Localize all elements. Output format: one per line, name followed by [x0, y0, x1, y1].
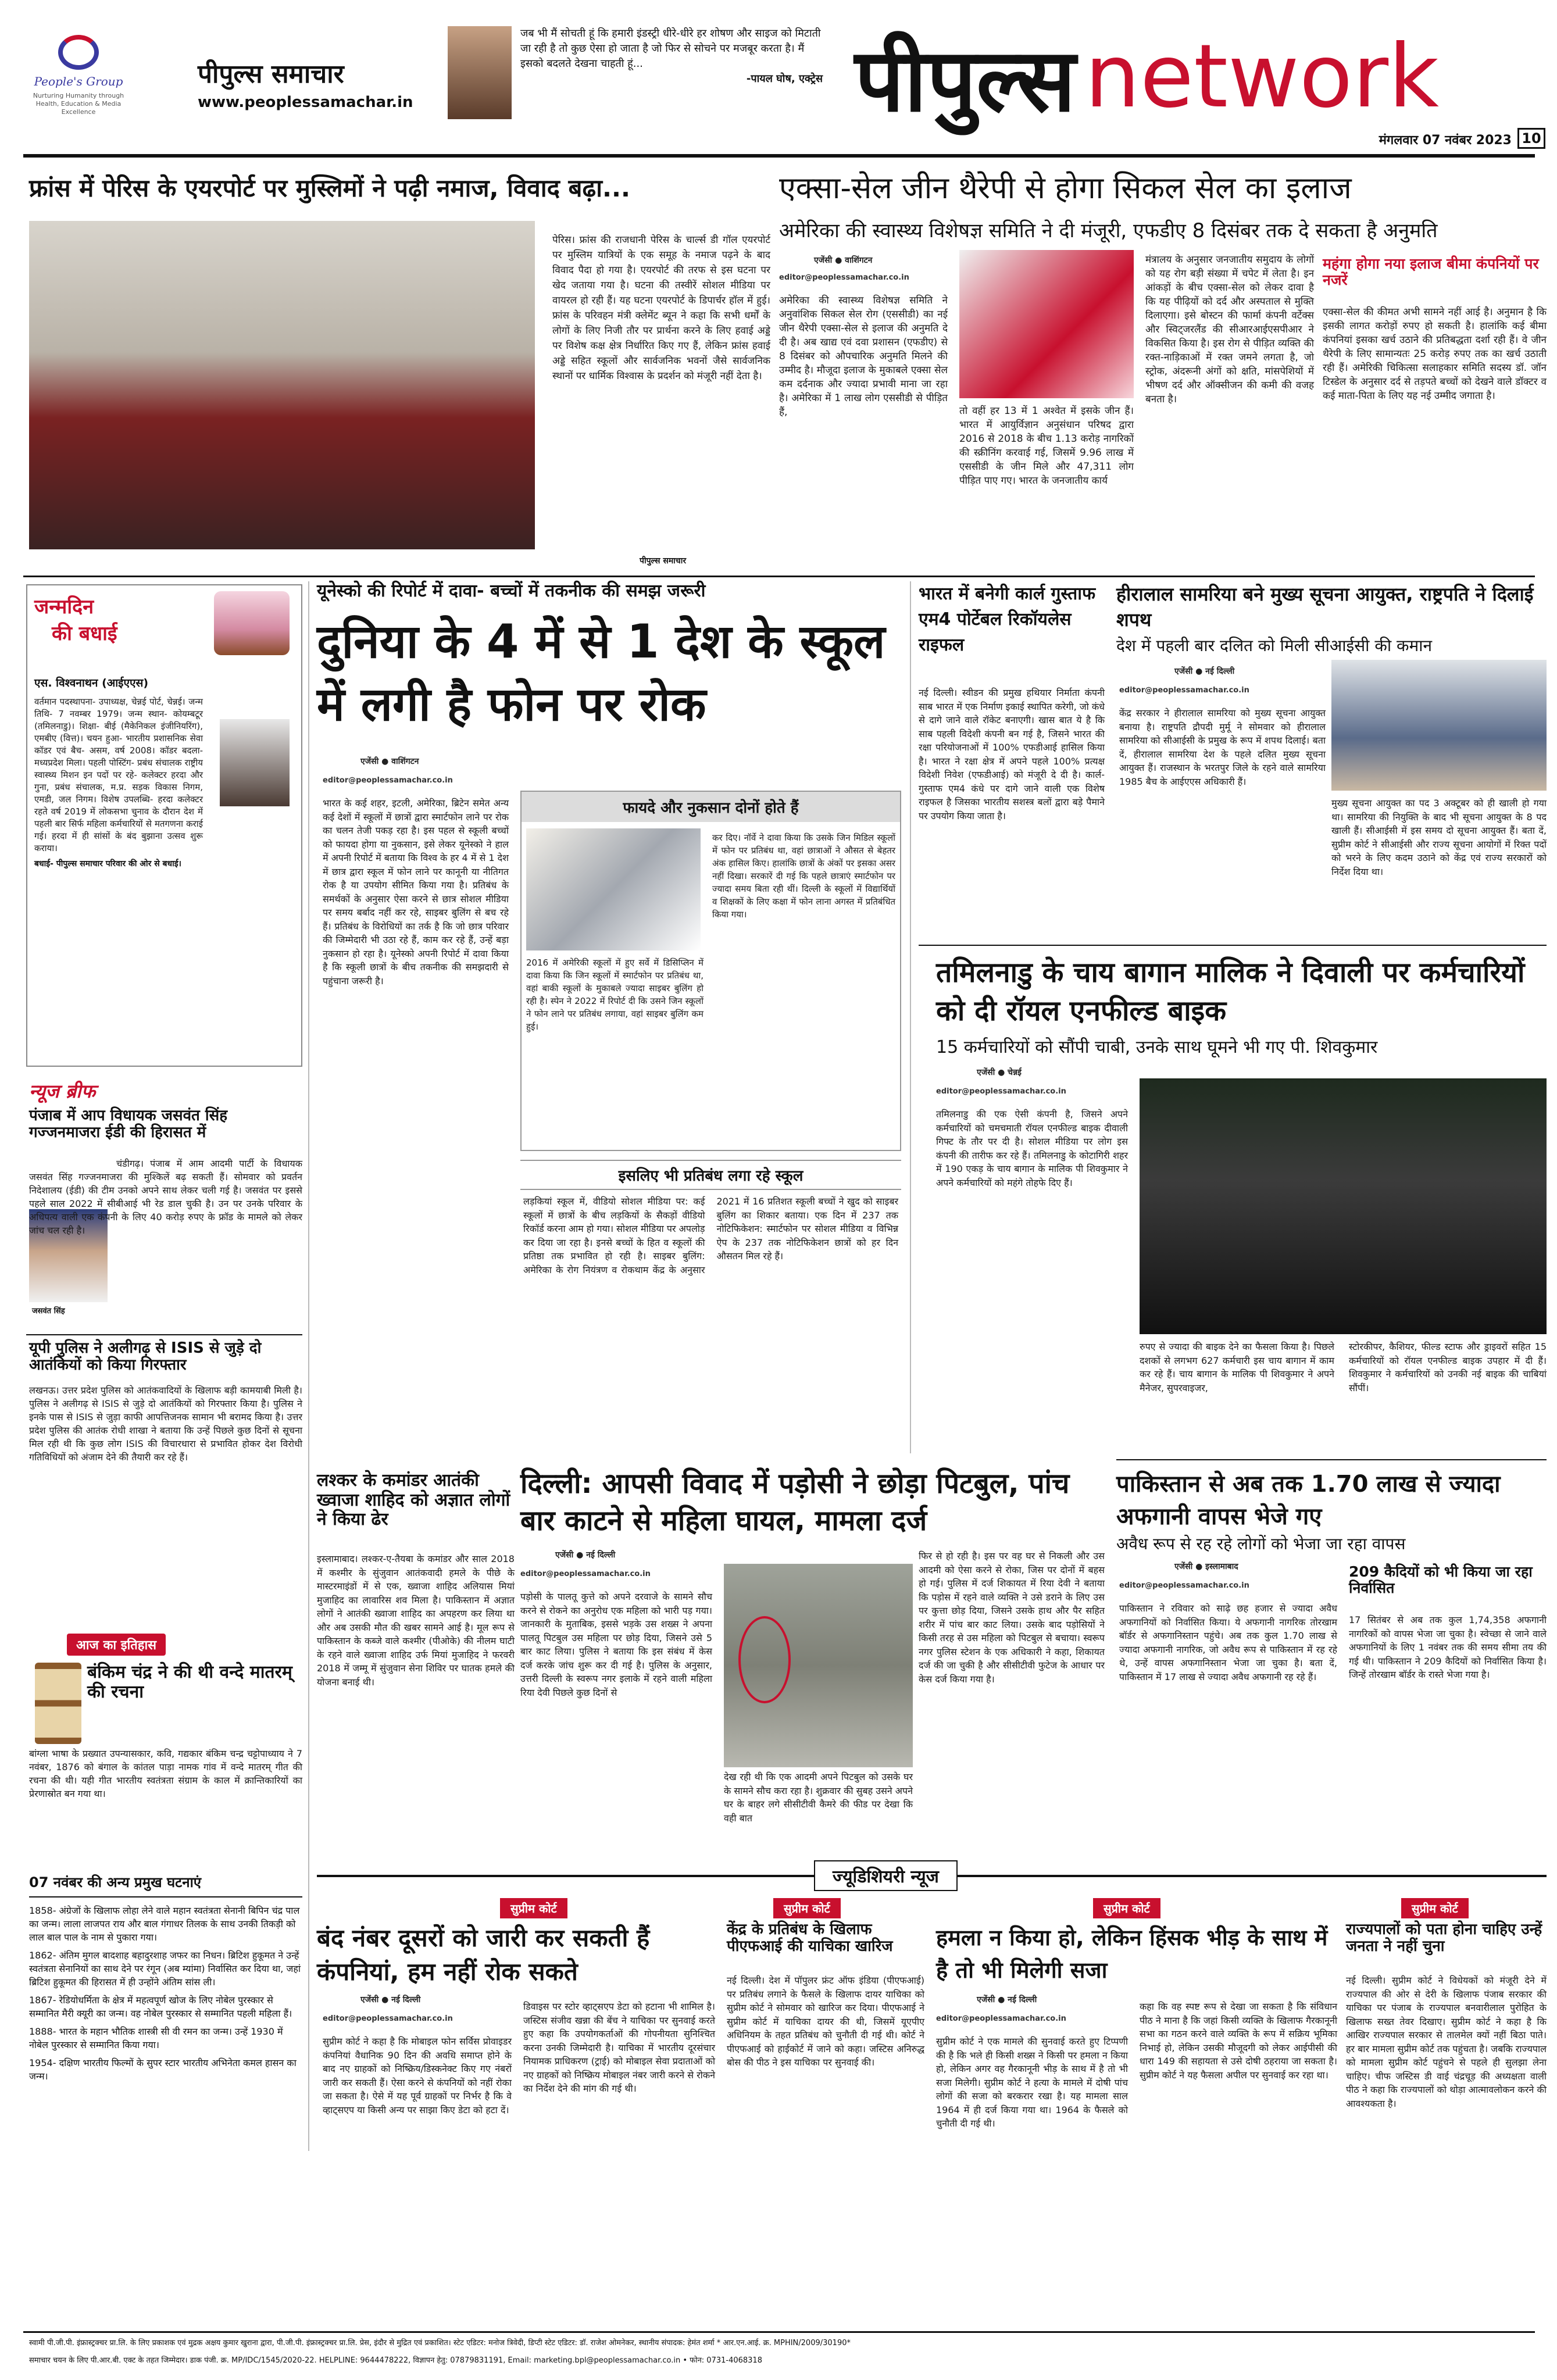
j1-headline: बंद नंबर दूसरों को जारी कर सकती हैं कंपनियां, हम नहीं रोक सकते: [317, 1924, 650, 1986]
j2-body: नई दिल्ली। देश में पॉपुलर फ्रंट ऑफ इंडिया (पीएफआई) पर प्रतिबंध लगाने के फैसले के खिलाफ दायर याचिका को सुप्रीम कोर्ट ने सोमवार को खारिज कर दिया। पीएफआई ने सुप्रीम कोर्ट में याचिका दायर की थी, जिसमें यूएपीए अधिनियम के तहत प्रतिबंध को चुनौती दी गई थी। कोर्ट ने पीएफआई को हाईकोर्ट में जाने को कहा। जस्टिस अनिरुद्ध बोस की पीठ ने इस याचिका पर सुनवाई की।: [727, 1975, 924, 2068]
dog-caption: देख रही थी कि एक आदमी अपने पिटबुल को उसके घर के सामने सौच करा रहा है। शुक्रवार की सुबह उसने अपने घर के बाहर लगे सीसीटीवी कैमरे की फीड पर देखा कि वही बात: [724, 1771, 913, 1824]
history-tag: आज का इतिहास: [67, 1634, 166, 1656]
afghan-subhead: अवैध रूप से रह रहे लोगों को भेजा जा रहा वापस: [1116, 1534, 1406, 1553]
france-credit: पीपुल्स समाचार: [640, 556, 687, 566]
afghan-headline: पाकिस्तान से अब तक 1.70 लाख से ज्यादा अफगानी वापस भेजे गए: [1116, 1471, 1501, 1530]
quote-photo: [448, 26, 512, 119]
network-title: [855, 17, 1547, 134]
cake-icon: [214, 591, 290, 655]
hourglass-icon: [35, 1663, 81, 1744]
events-list: [29, 1904, 302, 2083]
hiralal-col1: केंद्र सरकार ने हीरालाल सामरिया को मुख्य सूचना आयुक्त बनाया है। राष्ट्रपति द्रौपदी मुर्मू ने सोमवार को हीरालाल सामरिया को सीआईसी के प्रमुख के रूप में शपथ दिलाई। बता दें, हीरालाल सामरिया देश के पहले दलित मुख्य सूचना आयुक्त हैं। राजस्थान के भरतपुर जिले के रहने वाले सामरिया 1985 बैच के आईएएस अधिकारी हैं।: [1119, 707, 1326, 787]
j3-body: सुप्रीम कोर्ट ने एक मामले की सुनवाई करते हुए टिप्पणी की है कि भले ही किसी शख्स ने किसी पर हमला न किया हो, लेकिन अगर वह गैरकानूनी भीड़ के साथ में है तो भी सजा मिलेगी। सुप्रीम कोर्ट ने हत्या के मामले में दोषी पांच लोगों की सजा को बरकरार रखा है। यह मामला साल 1964 में ही दर्ज किया गया था। 1964 के फैसले को चुनौती दी गई थी।: [936, 2036, 1128, 2129]
paper-logo: [198, 55, 442, 111]
france-body: पेरिस। फ्रांस की राजधानी पेरिस के चार्ल्स डी गॉल एयरपोर्ट पर मुस्लिम यात्रियों के एक समूह के नमाज पढ़ने के बाद विवाद पैदा हो गया है। एयरपोर्ट की तरफ से इस घटना पर खेद जताया गया है। घटना की तस्वीरें सोशल मीडिया पर वायरल हो रही हैं। यह घटना एयरपोर्ट के डिपार्चर हॉल में हुई। फ्रांस के परिवहन मंत्री क्लेमेंट ब्यून ने कहा कि सभी धर्मों के लोगों के लिए निजी तौर पर प्रार्थना करने के लिए हवाई अड्डे पर विशेष कक्ष क्षेत्र निर्धारित किए गए हैं, लेकिन फ्रांस हवाई अड्डे सहित स्कूलों और सार्वजनिक भवनों जैसे सार्वजनिक स्थानों पर धार्मिक विश्वास के प्रदर्शन को मंजूरी नहीं देता है।: [552, 234, 770, 382]
dog-col3: फिर से हो रही है। इस पर वह घर से निकली और उस आदमी को ऐसा करने से रोका, जिस पर दोनों में बहस हो गई। पुलिस में दर्ज शिकायत में रिया देवी ने बताया कि पड़ोस में रहने वाले व्यक्ति ने उसे डराने के लिए उस पर कुत्ता छोड़ दिया, जिसने उसके हाथ और पैर सहित शरीर में पांच बार काट लिया। उसके बाद पड़ोसियों ने किसी तरह से उस महिला को पिटबुल से बचाया। स्वरूप नगर पुलिस स्टेशन के एक अधिकारी ने कहा, शिकायत दर्ज की जा चुकी है और सीसीटीवी फुटेज के आधार पर केस दर्ज किया गया है।: [919, 1550, 1105, 1685]
unesco-bullets: 2016 में अमेरिकी स्कूलों में हुए सर्वे में डिसिप्लिन में दावा किया कि जिन स्कूलों में स्मार्टफोन पर प्रतिबंध था, वहां बाकी स्कूलों के मुकाबले ज्यादा साइबर बुलिंग हो रही है। स्पेन ने 2022 में रिपोर्ट दी कि उसने जिन स्कूलों ने फोन लाने पर प्रतिबंध लगाया, वहां साइबर बुलिंग कम हुई।: [526, 957, 703, 1032]
bike-col3: स्टोरकीपर, कैशियर, फील्ड स्टाफ और ड्राइवरों सहित 15 कर्मचारियों को रॉयल एनफील्ड बाइक उपहार में दी हैं। शिवकुमार ने कर्मचारियों को उनकी नई बाइक की चाबियां सौंपीं।: [1349, 1341, 1547, 1393]
quote-text: [520, 26, 823, 87]
afghan-byline: एजेंसी ● इस्लामाबाद: [1174, 1562, 1238, 1571]
j4-headline: राज्यपालों को पता होना चाहिए उन्हें जनता ने नहीं चुना: [1346, 1921, 1542, 1956]
j1-email[interactable]: editor@peoplessamachar.co.in: [323, 2014, 453, 2023]
j2-tag: सुप्रीम कोर्ट: [773, 1898, 841, 1918]
quote-body: जब भी मैं सोचती हूं कि हमारी इंडस्ट्री धीरे-धीरे हर शोषण और साइज को मिटाती जा रही है तो कुछ ऐसा हो जाता है जो फिर से सोचने पर मजबूर करता है। मैं इसको बदलते देखना चाहती हूं...: [520, 27, 821, 70]
j1-body2: डिवाइस पर स्टोर व्हाट्सएप डेटा को हटाना भी शामिल है। जस्टिस संजीव खन्ना की बेंच ने याचिका पर सुनवाई करते हुए कहा कि उपयोगकर्ताओं की गोपनीयता सुनिश्चित करना उनकी जिम्मेदारी है। याचिका में भारतीय दूरसंचार नियामक प्राधिकरण (ट्राई) को मोबाइल सेवा प्रदाताओं को नए ग्राहकों को निष्क्रिय मोबाइल नंबर जारी करने से रोकने का निर्देश देने की मांग की गई थी।: [523, 2001, 715, 2094]
quote-author: -पायल घोष, एक्ट्रेस: [746, 73, 823, 85]
gene-email[interactable]: editor@peoplessamachar.co.in: [779, 273, 909, 282]
j3-byline: एजेंसी ● नई दिल्ली: [977, 1995, 1037, 2004]
j1-tag: सुप्रीम कोर्ट: [500, 1898, 567, 1918]
gene-side-body: एक्सा-सेल की कीमत अभी सामने नहीं आई है। अनुमान है कि इसकी लागत करोड़ों रुपए हो सकती है। हालांकि कई बीमा कंपनियां इसका खर्च उठाने की प्रतिबद्धता दर्शा रही हैं। वे जीन थैरेपी के लिए सामान्यतः 25 करोड़ रुपए तक का खर्च उठाती रही हैं। अमेरिकी चिकित्सा सलाहकार समिति सदस्य डॉ. जॉन टिस्डेल के अनुसार दर्द से तड़पते बच्चों को देखने वाले डॉक्टर व कई माता-पिता के लिए यह नई उम्मीद जगाता है।: [1323, 306, 1547, 402]
j3-body2: कहा कि वह स्पष्ट रूप से देखा जा सकता है कि संविधान पीठ ने माना है कि जहां किसी व्यक्ति के खिलाफ गैरकानूनी सभा का गठन करने वाले व्यक्ति के रूप में सक्रिय भूमिका निभाई हो, लेकिन उसकी मौजूदगी को लेकर आईपीसी की धारा 149 की सहायता से उसे दोषी ठहराया जा सकता है। सुप्रीम कोर्ट ने यह फैसला अपील पर सुनवाई कर रहा था।: [1140, 2001, 1337, 2081]
birthday-title-2: की बधाई: [52, 622, 117, 645]
j3-email[interactable]: editor@peoplessamachar.co.in: [936, 2014, 1066, 2023]
dog-email[interactable]: editor@peoplessamachar.co.in: [520, 1570, 651, 1578]
row1-rule: [23, 576, 1535, 577]
event-item: 1858- अंग्रेजों के खिलाफ लोहा लेने वाले महान स्वतंत्रता सेनानी बिपिन चंद्र पाल का जन्म। लाला लाजपत राय और बाल गंगाधर तिलक के साथ उनकी तिकड़ी को लाल बाल पाल के नाम से पुकारा गया।: [29, 1905, 300, 1943]
unesco-photo: [526, 828, 701, 950]
group-logo: [23, 35, 134, 140]
bike-col2: रुपए से ज्यादा की बाइक देने का फैसला किया है। पिछले दशकों से लगभग 627 कर्मचारी इस चाय बागान में काम कर रहे हैं। चाय बागान के मालिक पी शिवकुमार ने अपने मैनेजर, सुपरवाइजर,: [1140, 1341, 1334, 1393]
unesco-body: भारत के कई शहर, इटली, अमेरिका, ब्रिटेन समेत अन्य कई देशों में स्कूलों में छात्रों द्वारा स्मार्टफोन लाने पर रोक का चलन तेजी पकड़ रहा है। इस पहल से स्कूली बच्चों को फायदा होगा या नुकसान, इसे लेकर यूनेस्को ने हाल में अपनी रिपोर्ट में बताया कि विश्व के हर 4 में से 1 देश में छात्र द्वारा स्कूल में फोन लाने पर कानूनी या नीतिगत रोक है या उपयोग सीमित किया गया है। प्रतिबंध के समर्थकों के अनुसार ऐसा करने से छात्र सोशल मीडिया पर समय बर्बाद नहीं कर रहे, साइबर बुलिंग से बच रहे हैं। प्रतिबंध के विरोधियों का तर्क है कि जो छात्र परिवार की जिम्मेदारी भी उठा रहे हैं, काम कर रहे हैं, उन्हें बड़ा नुकसान हो रहा है। यूनेस्को अपनी रिपोर्ट में दावा किया है कि स्कूली छात्रों के बीच तकनीक की समझदारी से पहुंचाना जरूरी है।: [323, 798, 509, 987]
paper-name: पीपुल्स समाचार: [198, 59, 344, 89]
unesco-email[interactable]: editor@peoplessamachar.co.in: [323, 776, 453, 785]
gene-col2: तो वहीं हर 13 में 1 अश्वेत में इसके जीन हैं। भारत में आयुर्विज्ञान अनुसंधान परिषद द्वारा 2016 से 2018 के बीच 1.13 करोड़ नागरिकों की स्क्रीनिंग करवाई गई, जिसमें 9.96 लाख में एससीडी के जीन मिले और 47,311 लोग पीड़ित पाए गए। भारत के जनजातीय कार्य: [959, 405, 1134, 487]
birthday-name: एस. विश्वनाथन (आईएएस): [34, 677, 149, 689]
group-logo-icon: [58, 35, 99, 70]
dog-byline: एजेंसी ● नई दिल्ली: [555, 1550, 616, 1560]
afghan-rule: [1116, 1459, 1547, 1460]
hiralal-email[interactable]: editor@peoplessamachar.co.in: [1119, 686, 1249, 695]
j1-byline: एजेंसी ● नई दिल्ली: [360, 1995, 421, 2004]
event-item: 1867- रेडियोधर्मिता के क्षेत्र में महत्वपूर्ण खोज के लिए नोबेल पुरस्कार से सम्मानित मैरी क्यूरी का जन्म। वह नोबेल पुरस्कार से सम्मानित पहली महिला हैं।: [29, 1995, 292, 2019]
birthday-body: वर्तमान पदस्थापना- उपाध्यक्ष, चेन्नई पोर्ट, चेन्नई। जन्म तिथि- 7 नवम्बर 1979। जन्म स्थान- कोयम्बटूर (तमिलनाडु)। शिक्षा- बीई (मैकेनिकल इंजीनियरिंग), एमबीए (वित्त)। चयन हुआ- भारतीय प्रशासनिक सेवा कॉडर एवं बैच- असम, वर्ष 2008। कॉडर बदला- मध्यप्रदेश मिला। पहली पोस्टिंग- प्रबंध संचालक राष्ट्रीय स्वास्थ्य मिशन इन पदों पर रहे- कलेक्टर हरदा और गुना, प्रबंध संचालक, म.प्र. सड़क विकास निगम, एमडी, जल निगम। विशेष उपलब्धि- हरदा कलेक्टर रहते वर्ष 2019 में लोकसभा चुनाव के दौरान देश में पहली बार सिर्फ महिला कर्मचारियों से मतगणना कराई गई। हरदा में ही सांसों के बंद बुझाना उत्सव शुरू कराया।: [34, 696, 203, 853]
bike-headline: तमिलनाडु के चाय बागान मालिक ने दिवाली पर कर्मचारियों को दी रॉयल एनफील्ड बाइक: [936, 956, 1525, 1027]
history-body: बांग्ला भाषा के प्रख्यात उपन्यासकार, कवि, गद्यकार बंकिम चन्द्र चट्टोपाध्याय ने 7 नवंबर, 1876 को बंगाल के कांतल पाड़ा नामक गांव में वन्दे मातरम् गीत की रचना की थी। यही गीत भारतीय स्वतंत्रता संग्राम के काल में क्रान्तिकारियों का प्रेरणास्रोत बन गया था।: [29, 1748, 302, 1799]
j3-headline: हमला न किया हो, लेकिन हिंसक भीड़ के साथ में है तो भी मिलेगी सजा: [936, 1925, 1328, 1983]
masthead-rule: [23, 154, 1535, 158]
unesco-box-head: फायदे और नुकसान दोनों होते हैं: [522, 792, 900, 822]
j2-headline: केंद्र के प्रतिबंध के खिलाफ पीएफआई की याचिका खारिज: [727, 1921, 893, 1956]
hiralal-subhead: देश में पहली बार दलित को मिली सीआईसी की कमान: [1116, 636, 1433, 655]
khwaja-body: इस्लामाबाद। लश्कर-ए-तैयबा के कमांडर और साल 2018 में कश्मीर के सुंजुवान आतंकवादी हमले के पीछे के मास्टरमाइंडों में से एक, ख्वाजा शाहिद अलियास मियां मुजाहिद का लावारिस शव मिला है। पाकिस्तान में अज्ञात लोगों ने आतंकी ख्वाजा शाहिद का अपहरण कर लिया था और अब उसकी मौत की खबर सामने आई है। मूल रूप से पाकिस्तान के कब्जे वाले कश्मीर (पीओके) की नीलम घाटी के रहने वाले ख्वाजा शाहिद उर्फ मियां मुजाहिद ने फरवरी 2018 में जम्मू में सुंजुवान सेना शिविर पर घातक हमले की योजना बनाई थी।: [317, 1553, 515, 1688]
why-head: इसलिए भी प्रतिबंध लगा रहे स्कूल: [520, 1160, 901, 1190]
unesco-box-col1: कर दिए। नॉर्वे ने दावा किया कि उसके जिन मिडिल स्कूलों में फोन पर प्रतिबंध था, वहां छात्राओं ने औसत से बेहतर अंक हासिल किए। हालांकि छात्रों के अंकों पर इसका असर नहीं दिखा। सरकारें दी गई कि पहले छात्राएं स्मार्टफोन पर ज्यादा समय बिता रही थीं। दिल्ली के स्कूलों में विद्यार्थियों व शिक्षकों के लिए कक्षा में फोन लाना अगस्त में प्रतिबंधित किया गया।: [712, 832, 895, 920]
footer-line-1: स्वामी पी.जी.पी. इंफ्रास्ट्रक्चर प्रा.लि. के लिए प्रकाशक एवं मुद्रक अक्षय कुमार खुराना द्वारा, पी.जी.पी. इंफ्रास्ट्रक्चर प्रा.लि. प्रेस, इंदौर से मुद्रित एवं प्रकाशित। स्टेट एडिटर: मनोज त्रिवेदी, डिप्टी स्टेट एडिटर: डॉ. राजेश ओमनेकर, स्थानीय संपादक: हेमंत शर्मा * आर.एन.आई. क्र. MPHIN/2009/30190*: [29, 2339, 851, 2347]
bike-rule: [919, 945, 1547, 946]
unesco-byline: एजेंसी ● वाशिंगटन: [360, 757, 419, 766]
khwaja-headline: लश्कर के कमांडर आतंकी ख्वाजा शाहिद को अज्ञात लोगों ने किया ढेर: [317, 1470, 510, 1530]
gene-col1: अमेरिका की स्वास्थ्य विशेषज्ञ समिति ने अनुवांशिक सिकल सेल रोग (एससीडी) का नई जीन थैरेपी एक्सा-सेल से इलाज की अनुमति दे दी है। अब खाद्य एवं दवा प्रशासन (एफडीए) से 8 दिसंबर को औपचारिक अनुमति मिलने की उम्मीद है। मौजूदा इलाज के मुकाबले एक्सा सेल कम दर्दनाक और ज्यादा प्रभावी माना जा रहा है। अमेरिका में 1 लाख लोग एससीडी से पीड़ित हैं,: [779, 295, 948, 418]
mid-right-divider: [910, 581, 911, 1453]
why-body: लड़कियां स्कूल में, वीडियो सोशल मीडिया पर: कई स्कूलों में छात्रों के बीच लड़कियों के सैकड़ों वीडियो रिकॉर्ड करना आम हो गया। सोशल मीडिया पर अपलोड़ कर दिया जा रहा है। इनसे बच्चों के हित व स्कूलों की प्रतिष्ठा तक प्रभावित हो रही है। साइबर बुलिंग: अमेरिका के रोग नियंत्रण व रोकथाम केंद्र के अनुसार 2021 में 16 प्रतिशत स्कूली बच्चों ने खुद को साइबर बुलिंग का शिकार बताया। एक दिन में 237 तक नोटिफिकेशन: स्मार्टफोन पर सोशल मीडिया व विभिन्न ऐप के 237 तक नोटिफिकेशन छात्रों को हर दिन औसतन मिल रहे हैं।: [523, 1196, 898, 1275]
group-name: People's Group: [34, 74, 123, 88]
afghan-side-body: 17 सितंबर से अब तक कुल 1,74,358 अफगानी नागरिकों को वापस भेजा जा चुका है। स्वेच्छा से जाने वाले अफगानियों के लिए 1 नवंबर तक की समय सीमा तय की गई थी। पाकिस्तान ने 209 कैदियों को निर्वासित किया है। जिन्हें तोरखाम बॉर्डर के रास्ते भेजा गया है।: [1349, 1614, 1547, 1680]
gene-side-head: महंगा होगा नया इलाज बीमा कंपनियों पर नजरें: [1323, 255, 1539, 288]
gene-headline: एक्सा-सेल जीन थैरेपी से होगा सिकल सेल का इलाज: [779, 171, 1352, 206]
j4-body: नई दिल्ली। सुप्रीम कोर्ट ने विधेयकों को मंजूरी देने में राज्यपाल की ओर से देरी के खिलाफ पंजाब सरकार की याचिका पर पंजाब के राज्यपाल बनवारीलाल पुरोहित के खिलाफ सख्त तेवर दिखाए। सुप्रीम कोर्ट ने कहा है कि आखिर राज्यपाल सरकार से तालमेल क्यों नहीं बिठा पाते। हर बार मामला सुप्रीम कोर्ट तक पहुंचता है। जबकि राज्यपाल को मामला सुप्रीम कोर्ट पहुंचने से पहले ही सुलझा लेना चाहिए। चीफ जस्टिस डी वाई चंद्रचूड़ की अध्यक्षता वाली पीठ ने कहा कि राज्यपालों को थोड़ा आत्मावलोकन करने की आवश्यकता है।: [1346, 1975, 1547, 2109]
j1-body: सुप्रीम कोर्ट ने कहा है कि मोबाइल फोन सर्विस प्रोवाइडर कंपनियां वैधानिक 90 दिन की अवधि समाप्त होने के बाद नए ग्राहकों को निष्क्रिय/डिस्कनेक्ट किए गए नंबरों जारी कर सकती हैं। ऐसा करने से कंपनियों को नहीं रोका जा सकता है। ऐसे में यह पूर्व ग्राहकों पर निर्भर है कि वे व्हाट्सएप या किसी अन्य पर साझा किए डेटा को हटा दें।: [323, 2036, 512, 2115]
gene-photo: [959, 250, 1134, 398]
dog-headline: दिल्ली: आपसी विवाद में पड़ोसी ने छोड़ा पिटबुल, पांच बार काटने से महिला घायल, मामला दर्ज: [520, 1467, 1070, 1537]
network-title-english: network: [1084, 26, 1439, 127]
hiralal-photo: [1331, 660, 1547, 791]
left-col-divider: [308, 581, 309, 2151]
bike-email[interactable]: editor@peoplessamachar.co.in: [936, 1087, 1066, 1096]
afghan-body: पाकिस्तान ने रविवार को साढ़े छह हजार से ज्यादा अवैध अफगानियों को निर्वासित किया। ये अफगानी नागरिक तोरखाम बॉर्डर से अफगानिस्तान पहुंचे। अब तक कुल 1.70 लाख से ज्यादा अफगानी नागरिक, जो अवैध रूप से पाकिस्तान में रह रहे थे, उन्हें वापस अफगानिस्तान भेजा जा चुका है। बता दें, पाकिस्तान में 17 लाख से ज्यादा अवैध अफगानी रह रहे हैं।: [1119, 1603, 1337, 1682]
afghan-side-head: 209 कैदियों को भी किया जा रहा निर्वासित: [1349, 1563, 1533, 1596]
birthday-title-1: जन्मदिन: [34, 595, 94, 619]
bike-photo: [1140, 1078, 1547, 1334]
gene-byline: एजेंसी ● वाशिंगटन: [814, 256, 873, 265]
mann-body: चंडीगढ़। पंजाब में आम आदमी पार्टी के विधायक जसवंत सिंह गज्जनमाजरा की मुश्किलें बढ़ सकती हैं। सोमवार को प्रवर्तन निदेशालय (ईडी) की टीम उनको अपने साथ लेकर चली गई है। जसवंत पर इससे पहले साल 2022 में सीबीआई भी रेड डाल चुकी है। उन पर उनके परिवार के अधिपत्य वाली एक कंपनी के लिए 40 करोड़ रुपए के फ्रॉड के मामले को लेकर जांच चल रही है।: [29, 1158, 302, 1236]
events-head: 07 नवंबर की अन्य प्रमुख घटनाएं: [29, 1874, 202, 1891]
event-item: 1888- भारत के महान भौतिक शास्त्री सी वी रमन का जन्म। उन्हें 1930 में नोबेल पुरस्कार से सम्मानित किया गया।: [29, 2026, 283, 2050]
judiciary-banner: ज्यूडिशियरी न्यूज: [814, 1860, 958, 1891]
mann-headline: पंजाब में आप विधायक जसवंत सिंह गज्जनमाजरा ईडी की हिरासत में: [29, 1107, 228, 1142]
birthday-photo: [220, 719, 290, 806]
gene-col3: मंत्रालय के अनुसार जनजातीय समुदाय के लोगों को यह रोग बड़ी संख्या में चपेट में लेता है। इन आंकड़ों के बीच एक्सा-सेल को लेकर दावा है कि यह पीढ़ियों को दर्द और अस्पताल से मुक्ति दिलाएगा। इसे बोस्टन की फार्मा कंपनी वर्टेक्स और स्विट्जरलैंड की सीआरआईएसपीआर ने विकसित किया है। इस रोग से पीड़ित व्यक्ति की रक्त-नाड़िकाओं में रक्त जमने लगता है, जो स्ट्रोक, अंदरूनी अंगों को क्षति, मांसपेशियों में भीषण दर्द और ऑक्सीजन की कमी की वजह बनता है।: [1145, 254, 1314, 405]
aligarh-body: लखनऊ। उत्तर प्रदेश पुलिस को आतंकवादियों के खिलाफ बड़ी कामयाबी मिली है। पुलिस ने अलीगढ़ से ISIS से जुड़े दो आतंकियों को गिरफ्तार किया है। पुलिस ने इनके पास से ISIS से जुड़ा काफी आपत्तिजनक सामान भी बरामद किया है। उत्तर प्रदेश पुलिस की आतंक रोधी शाखा ने बताया कि उन्हें पिछले कुछ दिनों से सूचना मिल रही थी कि कुछ लोग ISIS की विचारधारा से प्रभावित होकर देश विरोधी गतिविधियों को अंजाम देने की तैयारी कर रहे हैं।: [29, 1385, 302, 1463]
event-item: 1862- अंतिम मुगल बादशाह बहादुरशाह जफर का निधन। ब्रिटिश हुकूमत ने उन्हें स्वतंत्रता सेनानियों का साथ देने पर रंगून (अब म्यांमा) निर्वासित कर दिया था, जहां ब्रिटिश हुकूमत की हिरासत में ही उन्होंने अंतिम सांस ली।: [29, 1950, 301, 1988]
footer-rule: [23, 2331, 1535, 2333]
bike-subhead: 15 कर्मचारियों को सौंपी चाबी, उनके साथ घूमने भी गए पी. शिवकुमार: [936, 1037, 1378, 1057]
history-headline: बंकिम चंद्र ने की थी वन्दे मातरम् की रचना: [87, 1662, 292, 1702]
brief-rule-1: [26, 1334, 302, 1335]
aligarh-headline: यूपी पुलिस ने अलीगढ़ से ISIS से जुड़े दो आतंकियों को किया गिरफ्तार: [29, 1339, 262, 1374]
france-photo: [29, 221, 535, 549]
hiralal-byline: एजेंसी ● नई दिल्ली: [1174, 667, 1235, 676]
unesco-headline: दुनिया के 4 में से 1 देश के स्कूल में लगी है फोन पर रोक: [317, 614, 885, 731]
unesco-kicker: यूनेस्को की रिपोर्ट में दावा- बच्चों में तकनीक की समझ जरूरी: [317, 581, 706, 601]
issue-date: मंगलवार 07 नवंबर 2023: [1379, 133, 1512, 148]
dog-circle: [738, 1616, 791, 1703]
j3-tag: सुप्रीम कोर्ट: [1093, 1898, 1160, 1918]
group-tagline: Nurturing Humanity through Health, Education & Media Excellence: [33, 92, 124, 116]
birthday-box: [26, 584, 302, 1067]
afghan-email[interactable]: editor@peoplessamachar.co.in: [1119, 1581, 1249, 1590]
carl-headline: भारत में बनेगी कार्ल गुस्ताफ एम4 पोर्टेबल रिकॉयलेस राइफल: [919, 584, 1096, 655]
event-item: 1954- दक्षिण भारतीय फिल्मों के सुपर स्टार भारतीय अभिनेता कमल हासन का जन्म।: [29, 2057, 297, 2082]
bike-col1: तमिलनाडु की एक ऐसी कंपनी है, जिसने अपने कर्मचारियों को चमचमाती रॉयल एनफील्ड बाइक दीवाली गिफ्ट के तौर पर दी है। सोशल मीडिया पर लोग इस कंपनी की तारीफ कर रहे हैं। तमिलनाडु के कोटागिरी शहर में 190 एकड़ के चाय बागान के मालिक पी शिवकुमार ने अपने कर्मचारियों को महंगे तोहफे दिए हैं।: [936, 1109, 1128, 1188]
page-number: 10: [1517, 128, 1545, 149]
footer-line-2: समाचार चयन के लिए पी.आर.बी. एक्ट के तहत जिम्मेदार। डाक पंजी. क्र. MP/IDC/1545/2020-22. HELPLINE: 9644478222, विज्ञापन हेतु: 07879831191, Email: marketing.bpl@peoplessamachar.co.in • फोन: 0731-4068318: [29, 2356, 762, 2365]
j4-tag: सुप्रीम कोर्ट: [1401, 1898, 1469, 1918]
hiralal-col2: मुख्य सूचना आयुक्त का पद 3 अक्टूबर को ही खाली हो गया था। सामरिया की नियुक्ति के बाद भी सूचना आयुक्त के 8 पद खाली हैं। सीआईसी में इस समय दो सूचना आयुक्त हैं। बता दें, सुप्रीम कोर्ट ने सीआईसी और राज्य सूचना आयोगों में रिक्त पदों को भरने के लिए कदम उठाने को केंद्र एवं राज्य सरकारों को निर्देश दिया था।: [1331, 798, 1547, 877]
carl-body: नई दिल्ली। स्वीडन की प्रमुख हथियार निर्माता कंपनी साब भारत में एक निर्माण इकाई स्थापित करेगी, जो कंधे से दागे जाने वाले रॉकेट बनाएगी। खास बात ये है कि साब पहली विदेशी कंपनी बन गई है, जिसने भारत की रक्षा परियोजनाओं में 100% एफडीआई हासिल किया है। भारत ने रक्षा क्षेत्र में अपने पहले 100% प्रत्यक्ष विदेशी निवेश (एफडीआई) को मंजूरी दे दी है। कार्ल-गुस्ताफ एम4 कंधे पर दागे जाने वाली एक विशेष राइफल है जिसका भारतीय सशस्त्र बलों द्वारा बड़े पैमाने पर उपयोग किया जाता है।: [919, 687, 1105, 821]
network-title-hindi: पीपुल्स: [855, 30, 1076, 131]
mann-caption: जसवंत सिंह: [32, 1307, 65, 1316]
gene-subhead: अमेरिका की स्वास्थ्य विशेषज्ञ समिति ने दी मंजूरी, एफडीए 8 दिसंबर तक दे सकता है अनुमति: [779, 219, 1438, 242]
website[interactable]: www.peoplessamachar.in: [198, 94, 413, 111]
events-rule: [29, 1896, 302, 1897]
bike-byline: एजेंसी ● चेन्नई: [977, 1068, 1022, 1077]
news-brief-label: न्यूज ब्रीफ: [29, 1080, 96, 1102]
hiralal-headline: हीरालाल सामरिया बने मुख्य सूचना आयुक्त, राष्ट्रपति ने दिलाई शपथ: [1116, 583, 1534, 631]
france-headline: फ्रांस में पेरिस के एयरपोर्ट पर मुस्लिमों ने पढ़ी नमाज, विवाद बढ़ा...: [29, 174, 630, 202]
birthday-wish: बधाई- पीपुल्स समाचार परिवार की ओर से बधाई।: [34, 859, 181, 869]
dog-col1: पड़ोसी के पालतू कुत्ते को अपने दरवाजे के सामने सौच करने से रोकने का अनुरोध एक महिला को भारी पड़ गया। जानकारी के मुताबिक, इससे भड़के उस शख्स ने अपना पालतू पिटबुल उस महिला पर छोड़ दिया, जिसने उसे 5 बार काट लिया। पुलिस ने बताया कि इस संबंध में केस दर्ज करके जांच शुरू कर दी गई है। पुलिस के अनुसार, उत्तरी दिल्ली के स्वरूप नगर इलाके में रहने वाली महिला रिया देवी पिछले कुछ दिनों से: [520, 1591, 712, 1698]
